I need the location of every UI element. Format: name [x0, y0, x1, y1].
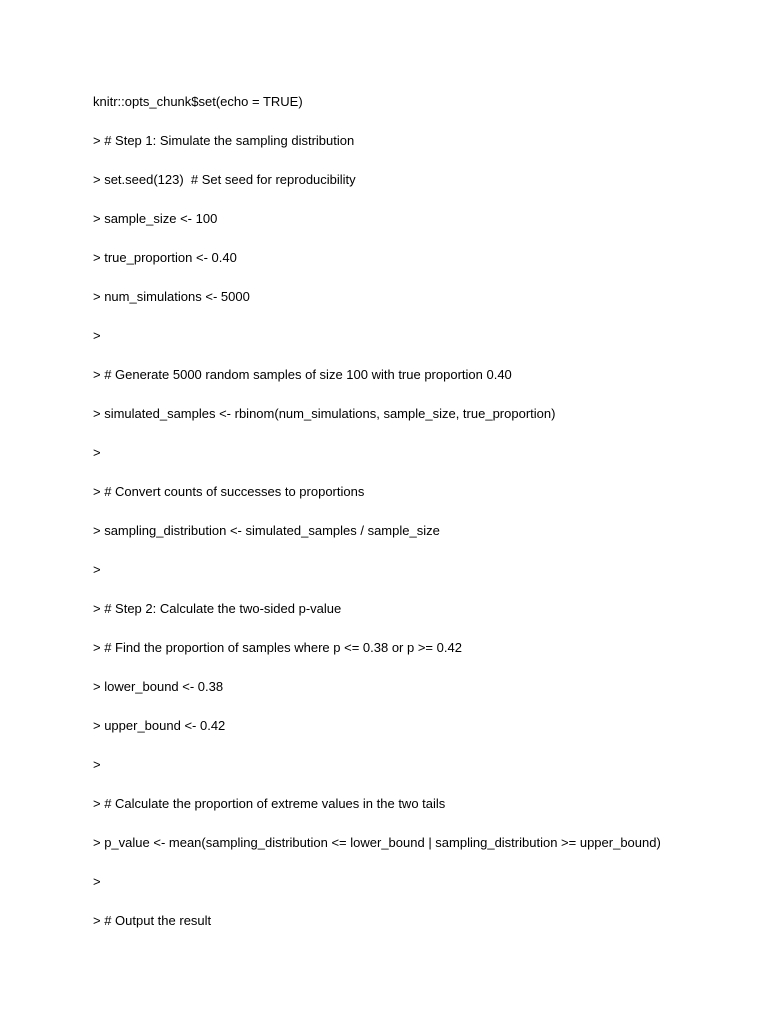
code-line-generate-comment: > # Generate 5000 random samples of size 100 with true proportion 0.40 [93, 367, 512, 382]
code-line-convert-comment: > # Convert counts of successes to proportions [93, 484, 365, 499]
code-line-simulated-samples: > simulated_samples <- rbinom(num_simulations, sample_size, true_proportion) [93, 406, 556, 421]
code-line-num-simulations: > num_simulations <- 5000 [93, 289, 250, 304]
code-line-lower-bound: > lower_bound <- 0.38 [93, 679, 224, 694]
code-line-sampling-distribution: > sampling_distribution <- simulated_samples / sample_size [93, 523, 440, 538]
code-line-empty-prompt: > [93, 328, 101, 343]
code-line-output-comment: > # Output the result [93, 913, 212, 928]
code-line-upper-bound: > upper_bound <- 0.42 [93, 718, 226, 733]
code-line-knitr-options: knitr::opts_chunk$set(echo = TRUE) [93, 94, 303, 109]
code-line-empty-prompt: > [93, 562, 101, 577]
code-line-empty-prompt: > [93, 874, 101, 889]
code-line-set-seed: > set.seed(123) # Set seed for reproducibility [93, 172, 356, 187]
code-line-empty-prompt: > [93, 757, 101, 772]
code-line-calculate-comment: > # Calculate the proportion of extreme values in the two tails [93, 796, 446, 811]
code-line-step1-comment: > # Step 1: Simulate the sampling distribution [93, 133, 355, 148]
code-line-sample-size: > sample_size <- 100 [93, 211, 218, 226]
document-body [93, 92, 733, 950]
code-line-true-proportion: > true_proportion <- 0.40 [93, 250, 237, 265]
code-line-find-comment: > # Find the proportion of samples where p <= 0.38 or p >= 0.42 [93, 640, 462, 655]
code-line-p-value: > p_value <- mean(sampling_distribution <= lower_bound | sampling_distribution >= upper_bound) [93, 835, 661, 850]
code-line-step2-comment: > # Step 2: Calculate the two-sided p-value [93, 601, 342, 616]
code-line-empty-prompt: > [93, 445, 101, 460]
